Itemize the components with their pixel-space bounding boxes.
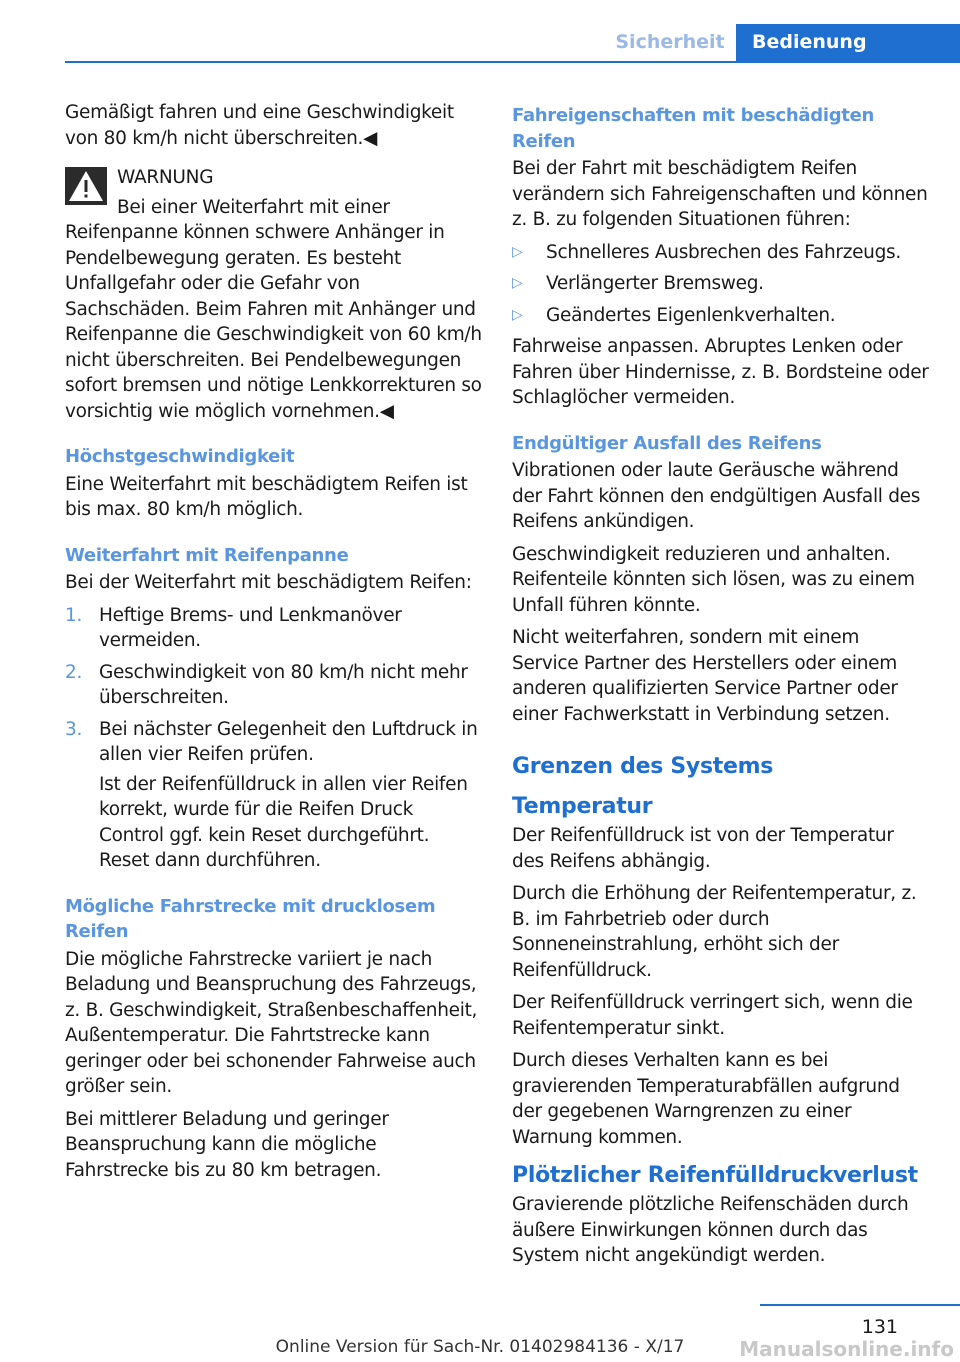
warning-icon	[65, 167, 107, 205]
warning-box	[65, 165, 483, 424]
paragraph-ausfall-2: Geschwindigkeit reduzieren und anhalten. Reifenteile könnten sich lösen, was zu einem Unfall führen könnte.	[512, 543, 915, 616]
warning-title: WARNUNG	[117, 167, 214, 188]
heading-fahreigenschaften: Fahreigenschaften mit beschädigten Reifen	[512, 105, 875, 152]
bullet-text: Verlängerter Bremsweg.	[546, 273, 764, 294]
triangle-bullet-icon: ▷	[512, 306, 523, 323]
paragraph-ploetzlich: Gravierende plötzliche Reifenschäden durch äußere Einwirkungen können durch das System nicht angekündigt werden.	[512, 1194, 909, 1266]
paragraph-temperatur-2: Durch die Erhöhung der Reifentemperatur, z. B. im Fahrbetrieb oder durch Sonneneinstrahlung, erhöht sich der Reifenfülldruck.	[512, 883, 917, 981]
step-text: Bei nächster Gelegenheit den Luftdruck in allen vier Reifen prüfen.	[99, 718, 478, 765]
list-item	[65, 660, 483, 711]
list-item	[65, 717, 483, 768]
intro-paragraph: Gemäßigt fahren und eine Geschwindigkeit von 80 km/h nicht überschreiten.◀	[65, 102, 454, 149]
heading-hoechstgeschwindigkeit: Höchstgeschwindigkeit	[65, 446, 295, 467]
online-version-footer: Online Version für Sach-Nr. 01402984136 - X/17	[275, 1337, 685, 1357]
triangle-bullet-icon: ▷	[512, 243, 523, 260]
heading-grenzen: Grenzen des Systems	[512, 754, 773, 779]
steps-list	[65, 603, 483, 768]
step-text: Heftige Brems- und Lenkmanöver vermeiden.	[99, 604, 402, 651]
bullet-text: Geändertes Eigenlenkverhalten.	[546, 304, 836, 326]
header-rule	[65, 61, 960, 63]
paragraph-weiterfahrt: Bei der Weiterfahrt mit beschädigtem Reifen:	[65, 572, 472, 593]
paragraph-ausfall-3: Nicht weiterfahren, sondern mit einem Service Partner des Herstellers oder einem anderen qualifizierten Service Partner oder einer Fachwerkstatt in Verbindung setzen.	[512, 627, 898, 725]
page-number: 131	[861, 1316, 898, 1338]
header-tab-sicherheit[interactable]: Sicherheit	[615, 31, 725, 53]
header-tab-bedienung[interactable]: Bedienung	[736, 24, 960, 61]
list-item	[512, 303, 930, 329]
bullet-text: Schnelleres Ausbrechen des Fahrzeugs.	[546, 241, 901, 263]
step-number: 1.	[65, 604, 83, 626]
heading-temperatur: Temperatur	[512, 794, 653, 819]
left-column	[65, 100, 483, 1190]
paragraph-fahreigenschaften: Bei der Fahrt mit beschädigtem Reifen verändern sich Fahreigenschaften und können z. B. zu folgenden Situationen führen:	[512, 158, 928, 230]
heading-weiterfahrt: Weiterfahrt mit Reifenpanne	[65, 544, 349, 566]
watermark: Manualsonline.info	[739, 1337, 954, 1361]
list-item	[65, 603, 483, 654]
footer-rule	[760, 1304, 960, 1306]
step-number: 2.	[65, 661, 83, 683]
heading-ploetzlich: Plötzlicher Reifenfülldruckverlust	[512, 1163, 918, 1188]
warning-text: Bei einer Weiterfahrt mit einer Reifenpanne können schwere Anhänger in Pendelbewegung geraten. Es besteht Unfallgefahr oder die Gefahr von Sachschäden. Beim Fahren mit Anhänger und Reifenpanne die Geschwindigkeit von 60 km/h nicht überschreiten. Bei Pendelbewegungen sofort bremsen und nötige Lenkkorrekturen so vorsichtig wie möglich vornehmen.◀	[65, 196, 482, 422]
paragraph-hoechstgeschwindigkeit: Eine Weiterfahrt mit beschädigtem Reifen ist bis max. 80 km/h möglich.	[65, 473, 468, 520]
heading-ausfall: Endgültiger Ausfall des Reifens	[512, 432, 822, 454]
list-item	[512, 271, 930, 297]
paragraph-temperatur-4: Durch dieses Verhalten kann es bei gravierenden Temperaturabfällen aufgrund der gegebenen Warngrenzen zu einer Warnung kommen.	[512, 1050, 900, 1148]
triangle-bullet-icon: ▷	[512, 275, 523, 291]
paragraph-temperatur-1: Der Reifenfülldruck ist von der Temperatur des Reifens abhängig.	[512, 825, 894, 872]
paragraph-temperatur-3: Der Reifenfülldruck verringert sich, wenn die Reifentemperatur sinkt.	[512, 992, 913, 1039]
heading-fahrstrecke: Mögliche Fahrstrecke mit drucklosem Reifen	[65, 895, 436, 942]
paragraph-fahrstrecke-2: Bei mittlerer Beladung und geringer Beanspruchung kann die mögliche Fahrstrecke bis zu 80 km betragen.	[65, 1108, 389, 1181]
paragraph-ausfall-1: Vibrationen oder laute Geräusche während der Fahrt können den endgültigen Ausfall des Reifens ankündigen.	[512, 460, 921, 532]
step3-subparagraph: Ist der Reifenfülldruck in allen vier Reifen korrekt, wurde für die Reifen Druck Control ggf. kein Reset durchgeführt. Reset dann durchführen.	[99, 773, 468, 871]
step-number: 3.	[65, 718, 83, 740]
paragraph-anpassen: Fahrweise anpassen. Abruptes Lenken oder Fahren über Hindernisse, z. B. Bordsteine oder Schlaglöcher vermeiden.	[512, 336, 929, 408]
step-text: Geschwindigkeit von 80 km/h nicht mehr überschreiten.	[99, 661, 468, 708]
right-column	[512, 100, 930, 1276]
situations-list	[512, 240, 930, 329]
list-item	[512, 240, 930, 266]
paragraph-fahrstrecke-1: Die mögliche Fahrstrecke variiert je nach Beladung und Beanspruchung des Fahrzeugs, z. B. Geschwindigkeit, Straßenbeschaffenheit, Außentemperatur. Die Fahrtstrecke kann geringer oder bei schonender Fahrweise auch größer sein.	[65, 948, 478, 1097]
